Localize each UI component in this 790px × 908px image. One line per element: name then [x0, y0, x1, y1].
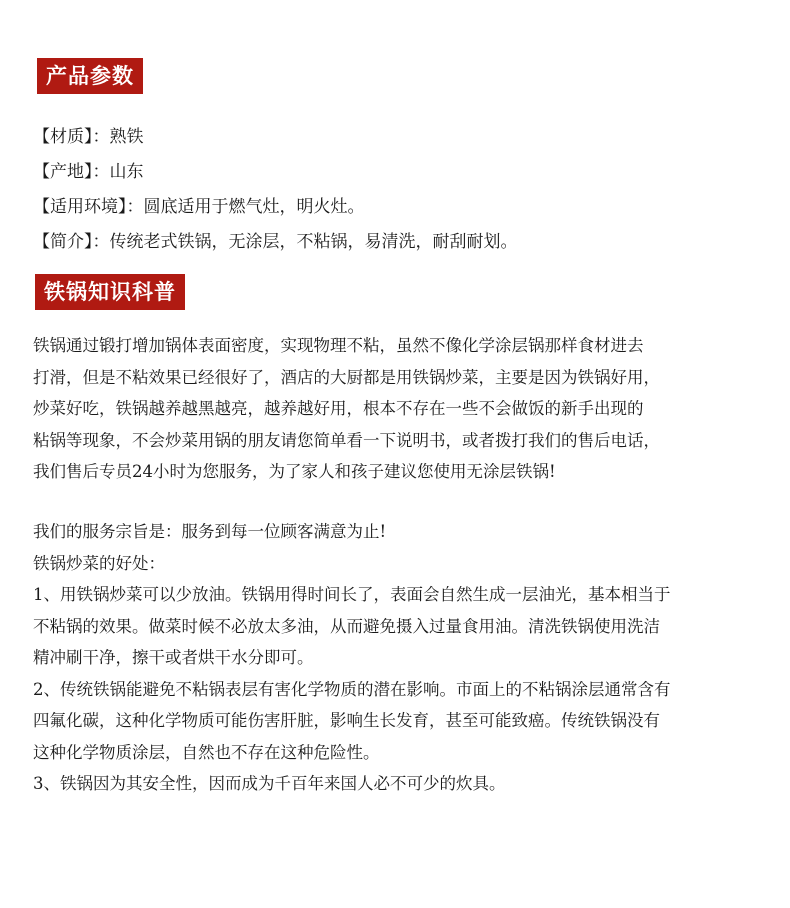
section-title-wok-knowledge: 铁锅知识科普 — [35, 274, 185, 310]
benefit-line: 不粘锅的效果。做菜时候不必放太多油，从而避免摄入过量食用油。清洗铁锅使用洗洁 — [33, 616, 660, 636]
benefit-line: 精冲刷干净，擦干或者烘干水分即可。 — [33, 648, 314, 667]
benefit-line: 3、铁锅因为其安全性，因而成为千百年来国人必不可少的炊具。 — [33, 774, 506, 793]
product-params-list — [33, 120, 773, 260]
intro-line: 炒菜好吃，铁锅越养越黑越亮，越养越好用，根本不存在一些不会做饭的新手出现的 — [33, 399, 644, 418]
param-origin: 【产地】：山东 — [33, 162, 144, 182]
intro-line: 粘锅等现象，不会炒菜用锅的朋友请您简单看一下说明书，或者拨打我们的售后电话， — [33, 430, 660, 450]
intro-line: 打滑，但是不粘效果已经很好了，酒店的大厨都是用铁锅炒菜，主要是因为铁锅好用， — [33, 367, 660, 387]
benefit-line: 四氟化碳，这种化学物质可能伤害肝脏，影响生长发育，甚至可能致癌。传统铁锅没有 — [33, 711, 660, 730]
intro-line: 我们售后专员24小时为您服务，为了家人和孩子建议您使用无涂层铁锅! — [33, 462, 556, 481]
benefit-line: 这种化学物质涂层，自然也不存在这种危险性。 — [33, 742, 380, 762]
service-motto: 我们的服务宗旨是：服务到每一位顾客满意为止! — [33, 522, 387, 541]
intro-paragraph — [33, 330, 763, 488]
param-material: 【材质】：熟铁 — [33, 127, 144, 147]
param-intro: 【简介】：传统老式铁锅，无涂层，不粘锅，易清洗，耐刮耐划。 — [33, 232, 518, 252]
section-title-product-params: 产品参数 — [37, 58, 143, 94]
param-environment: 【适用环境】：圆底适用于燃气灶，明火灶。 — [33, 197, 365, 217]
benefit-line: 2、传统铁锅能避免不粘锅表层有害化学物质的潜在影响。市面上的不粘锅涂层通常含有 — [33, 679, 671, 699]
service-and-benefits — [33, 516, 763, 800]
benefits-heading: 铁锅炒菜的好处： — [33, 553, 165, 573]
benefit-line: 1、用铁锅炒菜可以少放油。铁锅用得时间长了，表面会自然生成一层油光，基本相当于 — [33, 585, 671, 604]
intro-line: 铁锅通过锻打增加锅体表面密度，实现物理不粘，虽然不像化学涂层锅那样食材进去 — [33, 336, 644, 355]
